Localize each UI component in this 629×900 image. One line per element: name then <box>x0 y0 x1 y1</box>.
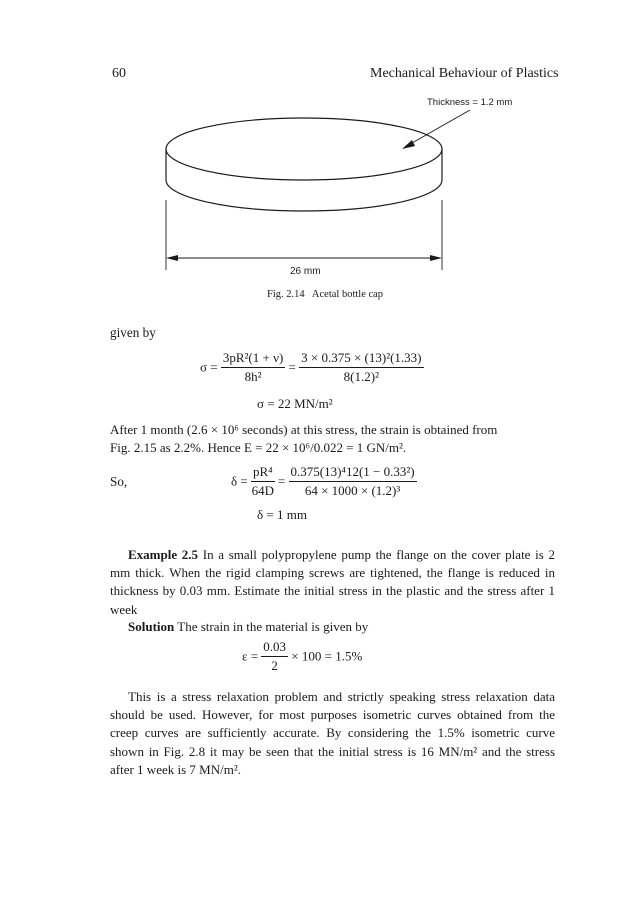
figure-caption: Fig. 2.14 Acetal bottle cap <box>267 289 384 300</box>
eq3-equals: = <box>277 473 286 489</box>
eq3-delta: δ = <box>231 473 248 489</box>
eq1-denominator-2: 8(1.2)² <box>343 369 379 384</box>
eq3-denominator-2: 64 × 1000 × (1.2)³ <box>304 483 401 498</box>
paragraph-modulus-line-1: After 1 month (2.6 × 10⁶ seconds) at this stress, the strain is obtained from <box>110 422 498 437</box>
solution-paragraph <box>110 618 555 636</box>
thickness-label: Thickness = 1.2 mm <box>427 97 513 108</box>
bottle-cap-figure <box>0 0 629 300</box>
eq1-denominator-1: 8h² <box>244 369 262 384</box>
deflection-equation <box>231 464 417 499</box>
example-text: In a small polypropylene pump the flange on the cover plate is 2 mm thick. When the rigid clamping screws are tightened, the flange is reduced in thickness by 0.03 mm. Estimate the initial stress in the plastic and the stress after 1 week <box>110 547 555 617</box>
stress-result: σ = 22 MN/m² <box>257 396 333 411</box>
solution-text: The strain in the material is given by <box>177 619 369 634</box>
eq3-numerator-2: 0.375(13)⁴12(1 − 0.33²) <box>289 464 417 482</box>
eq5-denominator: 2 <box>271 658 278 673</box>
cap-bottom-arc <box>166 180 442 211</box>
eq3-fraction-2 <box>289 464 417 499</box>
deflection-result: δ = 1 mm <box>257 507 307 522</box>
example-label: Example 2.5 <box>128 547 199 562</box>
paragraph-modulus-line-2: Fig. 2.15 as 2.2%. Hence E = 22 × 10⁶/0.022 = 1 GN/m². <box>110 440 407 456</box>
cap-top-ellipse <box>166 118 442 180</box>
so-label: So, <box>110 474 128 489</box>
dimension-arrow-right <box>430 255 442 261</box>
eq1-equals: = <box>288 359 296 375</box>
example-paragraph <box>110 546 555 619</box>
paragraph-modulus <box>110 421 556 457</box>
eq1-fraction-1 <box>221 350 285 385</box>
eq1-numerator-2: 3 × 0.375 × (13)²(1.33) <box>299 350 423 368</box>
strain-equation <box>242 639 362 674</box>
eq5-rest: × 100 = 1.5% <box>291 648 363 664</box>
eq3-numerator-1: pR⁴ <box>251 464 275 482</box>
thickness-arrowhead <box>402 140 415 149</box>
eq1-fraction-2 <box>299 350 423 385</box>
stress-equation <box>200 350 424 385</box>
solution-label: Solution <box>128 619 175 634</box>
eq5-epsilon: ε = <box>242 648 259 664</box>
eq1-numerator-1: 3pR²(1 + ν) <box>221 350 285 368</box>
eq3-denominator-1: 64D <box>251 483 275 498</box>
dimension-label: 26 mm <box>290 266 321 277</box>
given-by-text: given by <box>110 325 156 340</box>
dimension-arrow-left <box>166 255 178 261</box>
final-paragraph: This is a stress relaxation problem and strictly speaking stress relaxation data should be used. However, for most purposes isometric curves obtained from the creep curves are sufficiently accurate. By considering the 1.5% isometric curve shown in Fig. 2.8 it may be seen that the initial stress is 16 MN/m² and the stress after 1 week is 7 MN/m². <box>110 689 555 777</box>
eq5-fraction <box>261 639 288 674</box>
running-title: Mechanical Behaviour of Plastics <box>370 66 559 81</box>
eq5-numerator: 0.03 <box>261 639 288 657</box>
eq3-fraction-1 <box>251 464 275 499</box>
eq1-sigma: σ = <box>200 359 218 375</box>
page-number: 60 <box>112 66 126 81</box>
